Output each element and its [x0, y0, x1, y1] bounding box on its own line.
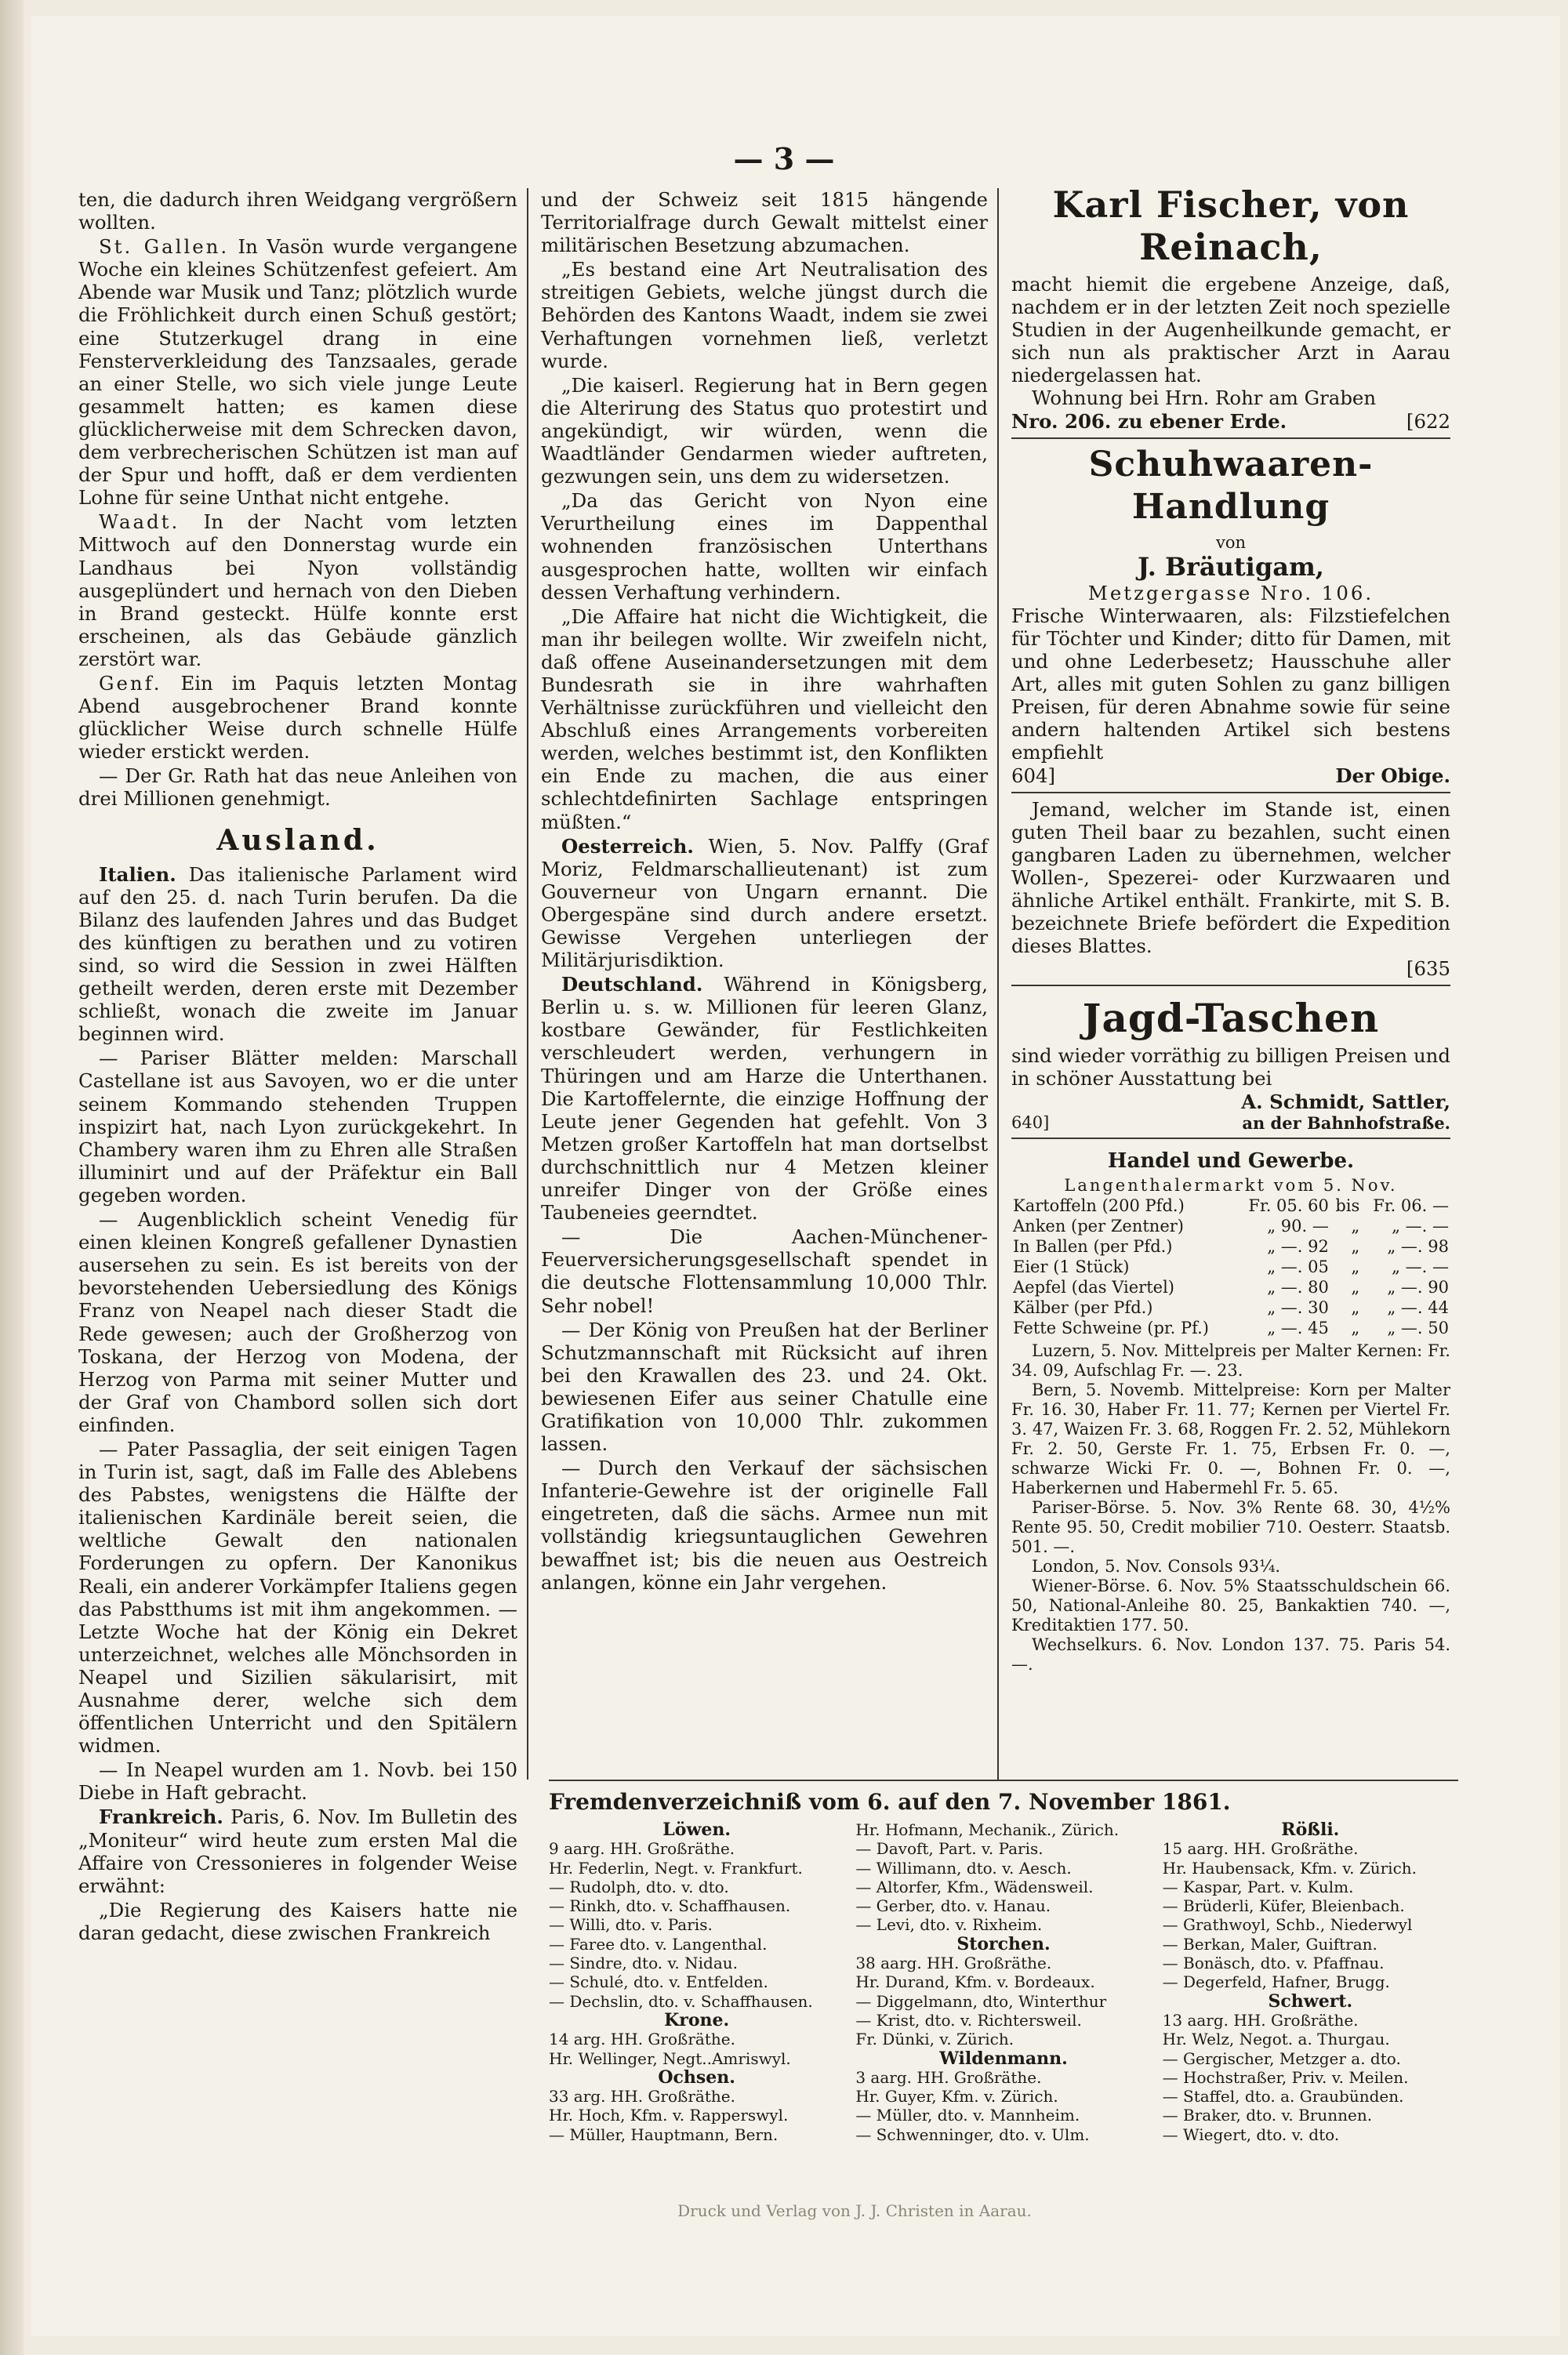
market-row [1011, 1297, 1450, 1318]
market-price: „ —. 50 [1387, 1318, 1449, 1337]
market-item: Anken (per Zentner) [1013, 1216, 1184, 1236]
guest-entry: Hr. Hofmann, Mechanik., Zürich. [855, 1820, 1120, 1839]
market-price: „ [1351, 1277, 1360, 1297]
market-price: „ 90. — [1267, 1216, 1329, 1236]
place-label: Genf. [99, 671, 162, 695]
market-item: Kartoffeln (200 Pfd.) [1013, 1196, 1185, 1215]
ad-schuhwaaren-text: Frische Winterwaaren, als: Filzstiefelchen für Töchter und Kinder; ditto für Damen, mit und ohne Lederbesetz; Hausschuhe aller Art, alles mit guten Sohlen zu ganz billigen Preisen, für deren Abnahme sowie für seine andern haltenden Artikel sich bestens empfiehlt [1011, 604, 1450, 764]
paragraph: — Durch den Verkauf der sächsischen Infanterie-Gewehre ist der originelle Fall eingetreten, daß die sächs. Armee nun mit vollständig kriegsuntauglichen Gewehren bewaffnet ist; bis die neuen aus Oestreich anlangen, könne ein Jahr vergehen. [541, 1457, 988, 1594]
market-row [1011, 1277, 1450, 1297]
ad-signature: Der Obige. [1335, 764, 1450, 787]
guest-entry: — Rinkh, dto. v. Schaffhausen. [549, 1896, 791, 1916]
market-price: bis [1335, 1196, 1360, 1215]
ad-divider [1011, 1138, 1450, 1139]
market-price: „ —. — [1392, 1216, 1449, 1236]
guest-entry: Hr. Wellinger, Negt..Amriswyl. [549, 2048, 791, 2068]
guest-entry: — Gergischer, Metzger a. dto. [1162, 2048, 1401, 2068]
guest-entry: — Gerber, dto. v. Hanau. [855, 1896, 1051, 1916]
hotel-name: Rößli. [1281, 1820, 1340, 1840]
market-luzern: Luzern, 5. Nov. Mittelpreis per Malter Kernen: Fr. 34. 09, Aufschlag Fr. —. 23. [1011, 1341, 1450, 1380]
paragraph: „Die Affaire hat nicht die Wichtigkeit, die man ihr beilegen wollte. Wir zweifeln nicht, daß offene Auseinandersetzungen mit dem Bundesrath sie in ihre wahrhaften Verhältnisse zurückführen und vielleicht den Abschluß eines Arrangements vorbereiten werden, welches bestimmt ist, den Konflikten ein Ende zu machen, die aus einer schlechtdefinirten Sachlage entspringen müßten.“ [541, 604, 988, 833]
hotel-name: Ochsen. [658, 2067, 735, 2088]
market-price: „ —. 98 [1387, 1236, 1449, 1256]
column-2 [541, 188, 988, 1595]
market-row [1011, 1216, 1450, 1236]
guest-entry: 3 aarg. HH. Großräthe. [855, 2067, 1042, 2087]
fremden-column [549, 1820, 844, 2144]
guest-entry: — Rudolph, dto. v. dto. [549, 1877, 729, 1896]
market-price: „ —. — [1392, 1257, 1449, 1276]
market-price: „ —. 92 [1267, 1236, 1329, 1256]
guest-entry: — Grathwoyl, Schb., Niederwyl [1162, 1915, 1413, 1935]
market-item: In Ballen (per Pfd.) [1013, 1236, 1173, 1256]
paragraph: ten, die dadurch ihren Weidgang vergrößern wollten. [78, 188, 517, 234]
country-label: Italien. [99, 862, 176, 886]
market-item: Kälber (per Pfd.) [1013, 1297, 1153, 1317]
market-price: „ [1351, 1297, 1360, 1317]
market-paris: Pariser-Börse. 5. Nov. 3% Rente 68. 30, 4½% Rente 95. 50, Credit mobilier 710. Oesterr. Staatsb. 501. —. [1011, 1497, 1450, 1556]
paragraph: „Die Regierung des Kaisers hatte nie daran gedacht, diese zwischen Frankreich [78, 1898, 517, 1944]
ad-schuhwaaren-footer [1011, 764, 1450, 787]
paragraph-text: Ein im Paquis letzten Montag Abend ausgebrochener Brand konnte glücklicher Weise durch schnelle Hülfe wieder erstickt werden. [78, 671, 517, 764]
ad-jagdtaschen-name: A. Schmidt, Sattler, [1241, 1090, 1450, 1113]
guest-entry: — Degerfeld, Hafner, Brugg. [1162, 1972, 1390, 1992]
page-number: — 3 — [733, 141, 835, 176]
paragraph-text: Während in Königsberg, Berlin u. s. w. Millionen für leeren Glanz, kostbare Gewänder, für Festlichkeiten verschleudert werden, verhungern in Thüringen und am Harze die Unterthanen. Die Kartoffelernte, die einzige Hoffnung der Leute jener Gegenden hat gefehlt. Von 3 Metzen großer Kartoffeln hat man dortselbst durchschnittlich nur 4 Metzen kleiner unreifer Dinger von der Größe eines Taubeneies geerndtet. [541, 973, 988, 1225]
country-label: Oesterreich. [561, 834, 694, 858]
paragraph: „Es bestand eine Art Neutralisation des streitigen Gebiets, welche jüngst durch die Behörden des Kantons Waadt, indem sie zwei Verhaftungen vornehmen ließ, verletzt wurde. [541, 258, 988, 372]
paragraph: „Da das Gericht von Nyon eine Verurtheilung eines im Dappenthal wohnenden französischen Unterthans ausgesprochen hatte, wollten wir einfach dessen Verhaftung verhindern. [541, 489, 988, 604]
market-price-table [1011, 1196, 1450, 1338]
guest-entry: 15 aarg. HH. Großräthe. [1162, 1839, 1359, 1859]
paragraph [78, 235, 517, 509]
guest-entry: Hr. Federlin, Negt. v. Frankfurt. [549, 1858, 803, 1878]
guest-entry: — Staffel, dto. a. Graubünden. [1162, 2087, 1404, 2106]
guest-entry: — Dechslin, dto. v. Schaffhausen. [549, 1991, 813, 2011]
guest-entry: — Diggelmann, dto, Winterthur [855, 1991, 1107, 2011]
guest-entry: — Schulé, dto. v. Entfelden. [549, 1972, 768, 1992]
ad-number: 640] [1011, 1112, 1050, 1132]
market-row [1011, 1196, 1450, 1216]
market-price: „ [1351, 1318, 1360, 1337]
ad-number: 604] [1011, 764, 1056, 787]
guest-entry: — Braker, dto. v. Brunnen. [1162, 2106, 1373, 2125]
guest-entry: 38 aarg. HH. Großräthe. [855, 1954, 1052, 1973]
place-label: Waadt. [99, 510, 180, 534]
guest-entry: — Berkan, Maler, Guiftran. [1162, 1934, 1377, 1954]
guest-entry: — Bonäsch, dto. v. Pfaffnau. [1162, 1954, 1385, 1973]
ad-number: [635 [1406, 957, 1450, 981]
fremden-column [1163, 1820, 1458, 2144]
market-row [1011, 1257, 1450, 1277]
paragraph [541, 973, 988, 1224]
ad-schuhwaaren-address: Metzgergasse Nro. 106. [1087, 581, 1374, 604]
hotel-name: Storchen. [956, 1933, 1051, 1954]
guest-entry: 13 aarg. HH. Großräthe. [1162, 2010, 1359, 2030]
ad-fischer-text: macht hiemit die ergebene Anzeige, daß, nachdem er in der letzten Zeit noch speziellе Studien in der Augenheilkunde gemacht, er sich nun als praktischer Arzt in Aarau niedergelassen hat. [1011, 273, 1450, 387]
guest-entry: Hr. Durand, Kfm. v. Bordeaux. [855, 1972, 1095, 1992]
column-1 [78, 188, 517, 1946]
ad-divider [1011, 437, 1450, 439]
hotel-name: Schwert. [1268, 1990, 1353, 2012]
printer-imprint: Druck und Verlag von J. J. Christen in Aarau. [677, 2201, 1032, 2220]
paragraph-text: In Vasön wurde vergangene Woche ein kleines Schützenfest gefeiert. Am Abende war Musik und Tanz; plötzlich wurde die Fröhlichkeit durch einen Schuß gestört; eine Stutzerkugel drang in eine Fensterverkleidung des Tanzsaales, gerade an einer Stelle, wo sich viele junge Leute gesammelt hatten; es kamen diese glücklicherweise mit dem Schrecken davon, dem verbrecherischen Schützen ist man auf der Spur und hofft, daß er dem verdienten Lohne für seine Unthat nicht entgehe. [78, 235, 517, 510]
fremden-list [549, 1820, 1458, 2144]
guest-entry: — Altorfer, Kfm., Wädensweil. [855, 1877, 1094, 1896]
guest-entry: — Wiegert, dto. v. dto. [1162, 2125, 1340, 2144]
column-3-ads [1011, 180, 1450, 1675]
paragraph-text: Paris, 6. Nov. Im Bulletin des „Moniteur“ wird heute zum ersten Mal die Affaire von Cressonieres in folgender Weise erwähnt: [78, 1805, 517, 1897]
ad-fischer-footer [1011, 410, 1450, 433]
page-binding [0, 0, 24, 2355]
paragraph [78, 672, 517, 763]
market-price: Fr. 06. — [1373, 1196, 1449, 1215]
market-item: Aepfel (das Viertel) [1013, 1277, 1174, 1297]
guest-entry: 14 arg. HH. Großräthe. [549, 2030, 735, 2049]
column-divider [527, 188, 528, 1780]
guest-entry: — Krist, dto. v. Richtersweil. [855, 2010, 1082, 2030]
market-price: „ —. 80 [1267, 1277, 1329, 1297]
market-heading: Handel und Gewerbe. [1107, 1148, 1355, 1173]
guest-entry: — Schwenninger, dto. v. Ulm. [855, 2125, 1090, 2144]
market-price: Fr. 05. 60 [1248, 1196, 1329, 1215]
fremden-divider [549, 1780, 1458, 1781]
ad-schuhwaaren-name: J. Bräutigam, [1138, 551, 1324, 582]
paragraph: — Der König von Preußen hat der Berliner Schutzmannschaft mit Rücksicht auf ihren bei den Krawallen des 23. und 24. Okt. bewiesenen Eifer aus seiner Chatulle eine Gratifikation von 10,000 Thlr. zukommen lassen. [541, 1318, 988, 1456]
ad-jagdtaschen-text: sind wieder vorräthig zu billigen Preisen und in schöner Ausstattung bei [1011, 1044, 1450, 1090]
paragraph: und der Schweiz seit 1815 hängende Territorialfrage durch Gewalt mittelst einer militärischen Besetzung abzumachen. [541, 188, 988, 257]
ad-laden-text: Jemand, welcher im Stande ist, einen guten Theil baar zu bezahlen, sucht einen gangbaren Laden zu übernehmen, welcher Wollen-, Spezerei- oder Kurzwaaren und ähnliche Artikel enthält. Frankirte, mit S. B. bezeichnete Briefe befördert die Expedition dieses Blattes. [1011, 797, 1450, 958]
guest-entry: — Müller, Hauptmann, Bern. [549, 2125, 779, 2144]
market-price: „ —. 90 [1387, 1277, 1449, 1297]
paragraph [78, 510, 517, 670]
guest-entry: 9 aarg. HH. Großräthe. [549, 1839, 735, 1859]
paragraph: — Der Gr. Rath hat das neue Anleihen von drei Millionen genehmigt. [78, 764, 517, 811]
guest-entry: — Sindre, dto. v. Nidau. [549, 1954, 738, 1973]
country-label: Deutschland. [561, 973, 703, 996]
section-heading-ausland: Ausland. [216, 823, 379, 857]
paragraph: — In Neapel wurden am 1. Novb. bei 150 Diebe in Haft gebracht. [78, 1758, 517, 1805]
hotel-name: Krone. [664, 2009, 730, 2030]
paragraph [78, 1805, 517, 1896]
guest-entry: — Willimann, dto. v. Aesch. [855, 1858, 1072, 1878]
ad-jagdtaschen-title: Jagd-Taschen [1082, 995, 1380, 1042]
guest-entry: Hr. Welz, Negot. a. Thurgau. [1162, 2030, 1390, 2049]
market-price: „ [1351, 1236, 1360, 1256]
market-item: Eier (1 Stück) [1013, 1257, 1130, 1276]
market-wien: Wiener-Börse. 6. Nov. 5% Staatsschuldschein 66. 50, National-Anleihe 80. 25, Bankaktien 740. —, Kreditaktien 177. 50. [1011, 1576, 1450, 1635]
guest-entry: 33 arg. HH. Großräthe. [549, 2087, 735, 2106]
guest-entry: Fr. Dünki, v. Zürich. [855, 2030, 1014, 2049]
market-subheading: Langenthalermarkt vom 5. Nov. [1064, 1175, 1398, 1195]
ad-number: [622 [1406, 409, 1450, 433]
paragraph: — Pater Passaglia, der seit einigen Tagen in Turin ist, sagt, daß im Falle des Ablebens des Pabstes, wenigstens die Hälfte der italienischen Kardinäle bereit seien, die weltliche Gewalt den nationalen Forderungen zu opfern. Der Kanonikus Reali, ein anderer Vorkämpfer Italiens gegen das Pabstthums ist mit ihm angekommen. — Letzte Woche hat der König ein Dekret unterzeichnet, welches alle Mönchsorden in Neapel und Sizilien säkularisirt, mit Ausnahme derer, welche sich dem öffentlichen Unterricht und den Spitälern widmen. [78, 1437, 517, 1758]
guest-entry: — Faree dto. v. Langenthal. [549, 1934, 768, 1954]
guest-entry: — Brüderli, Küfer, Bleienbach. [1162, 1896, 1405, 1916]
paragraph: — Die Aachen-Münchener-Feuerversicherungsgesellschaft spendet in die deutsche Flottensammlung 10,000 Thlr. Sehr nobel! [541, 1225, 988, 1317]
ad-fischer-title: Karl Fischer, von Reinach, [1052, 183, 1410, 268]
place-label: St. Gallen. [99, 235, 230, 259]
fremden-title: Fremdenverzeichniß vom 6. auf den 7. November 1861. [549, 1789, 1231, 1815]
ad-fischer-address-line: Wohnung bei Hrn. Rohr am Graben [1032, 386, 1377, 410]
country-label: Frankreich. [99, 1805, 223, 1829]
market-price: „ —. 30 [1267, 1297, 1329, 1317]
guest-entry: — Willi, dto. v. Paris. [549, 1915, 713, 1935]
market-price: „ [1351, 1216, 1360, 1236]
market-price: „ —. 44 [1387, 1297, 1449, 1317]
ad-fischer-address: Nro. 206. zu ebener Erde. [1011, 409, 1287, 433]
ad-jagdtaschen-footer [1011, 1113, 1450, 1133]
guest-entry: Hr. Guyer, Kfm. v. Zürich. [855, 2087, 1058, 2106]
market-wechselkurs: Wechselkurs. 6. Nov. London 137. 75. Paris 54. —. [1011, 1635, 1450, 1674]
paragraph-text: In der Nacht vom letzten Mittwoch auf den Donnerstag wurde ein Landhaus bei Nyon vollständig ausgeplündert und hernach von den Dieben in Brand gesteckt. Hülfe konnte erst erscheinen, als das Gebäude gänzlich zerstört war. [78, 510, 517, 670]
market-row [1011, 1318, 1450, 1338]
ad-divider [1011, 792, 1450, 793]
guest-entry: — Hochstraßer, Priv. v. Meilen. [1162, 2067, 1409, 2087]
market-london: London, 5. Nov. Consols 93¼. [1032, 1556, 1281, 1576]
paragraph-text: Das italienische Parlament wird auf den 25. d. nach Turin berufen. Da die Bilanz des laufenden Jahres und das Budget des künftigen zu berathen und zu votiren sind, so wird die Session in zwei Hälften getheilt werden, deren erste mit Dezember schließt, wonach die zweite im Januar beginnen wird. [78, 862, 517, 1046]
paragraph [78, 863, 517, 1046]
paragraph: — Augenblicklich scheint Venedig für einen kleinen Kongreß gefallener Dynastien ausersehen zu sein. Es ist bereits von der bevorstehenden Uebersiedlung des Königs Franz von Neapel nach dieser Stadt die Rede gewesen; auch der Großherzog von Toskana, der Herzog von Modena, der Herzog von Parma mit seiner Mutter und der Graf von Chambord sollen sich dort einfinden. [78, 1208, 517, 1436]
paragraph: „Die kaiserl. Regierung hat in Bern gegen die Alterirung des Status quo protestirt und angekündigt, wir würden, wenn die Waadtländer Gendarmen wieder auftreten, gezwungen sein, uns dem zu widersetzen. [541, 373, 988, 488]
paragraph: — Pariser Blätter melden: Marschall Castellane ist aus Savoyen, wo er die unter seinem Kommando stehenden Truppen inspizirt hat, nach Lyon zurückgekehrt. In Chambery waren ihm zu Ehren alle Straßen illuminirt und auf der Präfektur ein Ball gegeben worden. [78, 1047, 517, 1207]
market-price: „ [1351, 1257, 1360, 1276]
fremden-column [855, 1820, 1151, 2144]
guest-entry: — Levi, dto. v. Rixheim. [855, 1915, 1043, 1935]
hotel-name: Wildenmann. [939, 2048, 1068, 2069]
ad-schuhwaaren-von: von [1215, 532, 1247, 552]
column-divider [997, 188, 999, 1780]
guest-entry: — Müller, dto. v. Mannheim. [855, 2106, 1080, 2125]
market-price: „ —. 45 [1267, 1318, 1329, 1337]
ad-divider [1011, 985, 1450, 986]
ad-schuhwaaren-title: Schuhwaaren-Handlung [1088, 444, 1374, 527]
market-bern: Bern, 5. Novemb. Mittelpreise: Korn per Malter Fr. 16. 30, Haber Fr. 11. 77; Kernen per Viertel Fr. 3. 47, Waizen Fr. 3. 68, Roggen Fr. 2. 52, Mühlekorn Fr. 2. 50, Gerste Fr. 1. 75, Erbsen Fr. 0. —, schwarze Wicki Fr. 0. —, Bohnen Fr. 0. —, Haberkernen und Habermehl Fr. 5. 65. [1011, 1380, 1450, 1497]
market-price: „ —. 05 [1267, 1257, 1329, 1276]
guest-entry: Hr. Haubensack, Kfm. v. Zürich. [1162, 1858, 1417, 1878]
ad-jagdtaschen-address: an der Bahnhofstraße. [1242, 1112, 1450, 1133]
guest-entry: Hr. Hoch, Kfm. v. Rapperswyl. [549, 2106, 789, 2125]
guest-entry: — Davoft, Part. v. Paris. [855, 1839, 1044, 1859]
paragraph [541, 835, 988, 972]
market-item: Fette Schweine (pr. Pf.) [1013, 1318, 1209, 1337]
guest-entry: — Kaspar, Part. v. Kulm. [1162, 1877, 1354, 1896]
market-row [1011, 1236, 1450, 1257]
hotel-name: Löwen. [662, 1820, 731, 1840]
paragraph-text: Wien, 5. Nov. Palffy (Graf Moriz, Feldmarschallieutenant) ist zum Gouverneur von Ungarn ernannt. Die Obergespäne sind durch andere ersetzt. Gewisse Vergehen unterliegen der Militärjurisdiktion. [541, 834, 988, 972]
